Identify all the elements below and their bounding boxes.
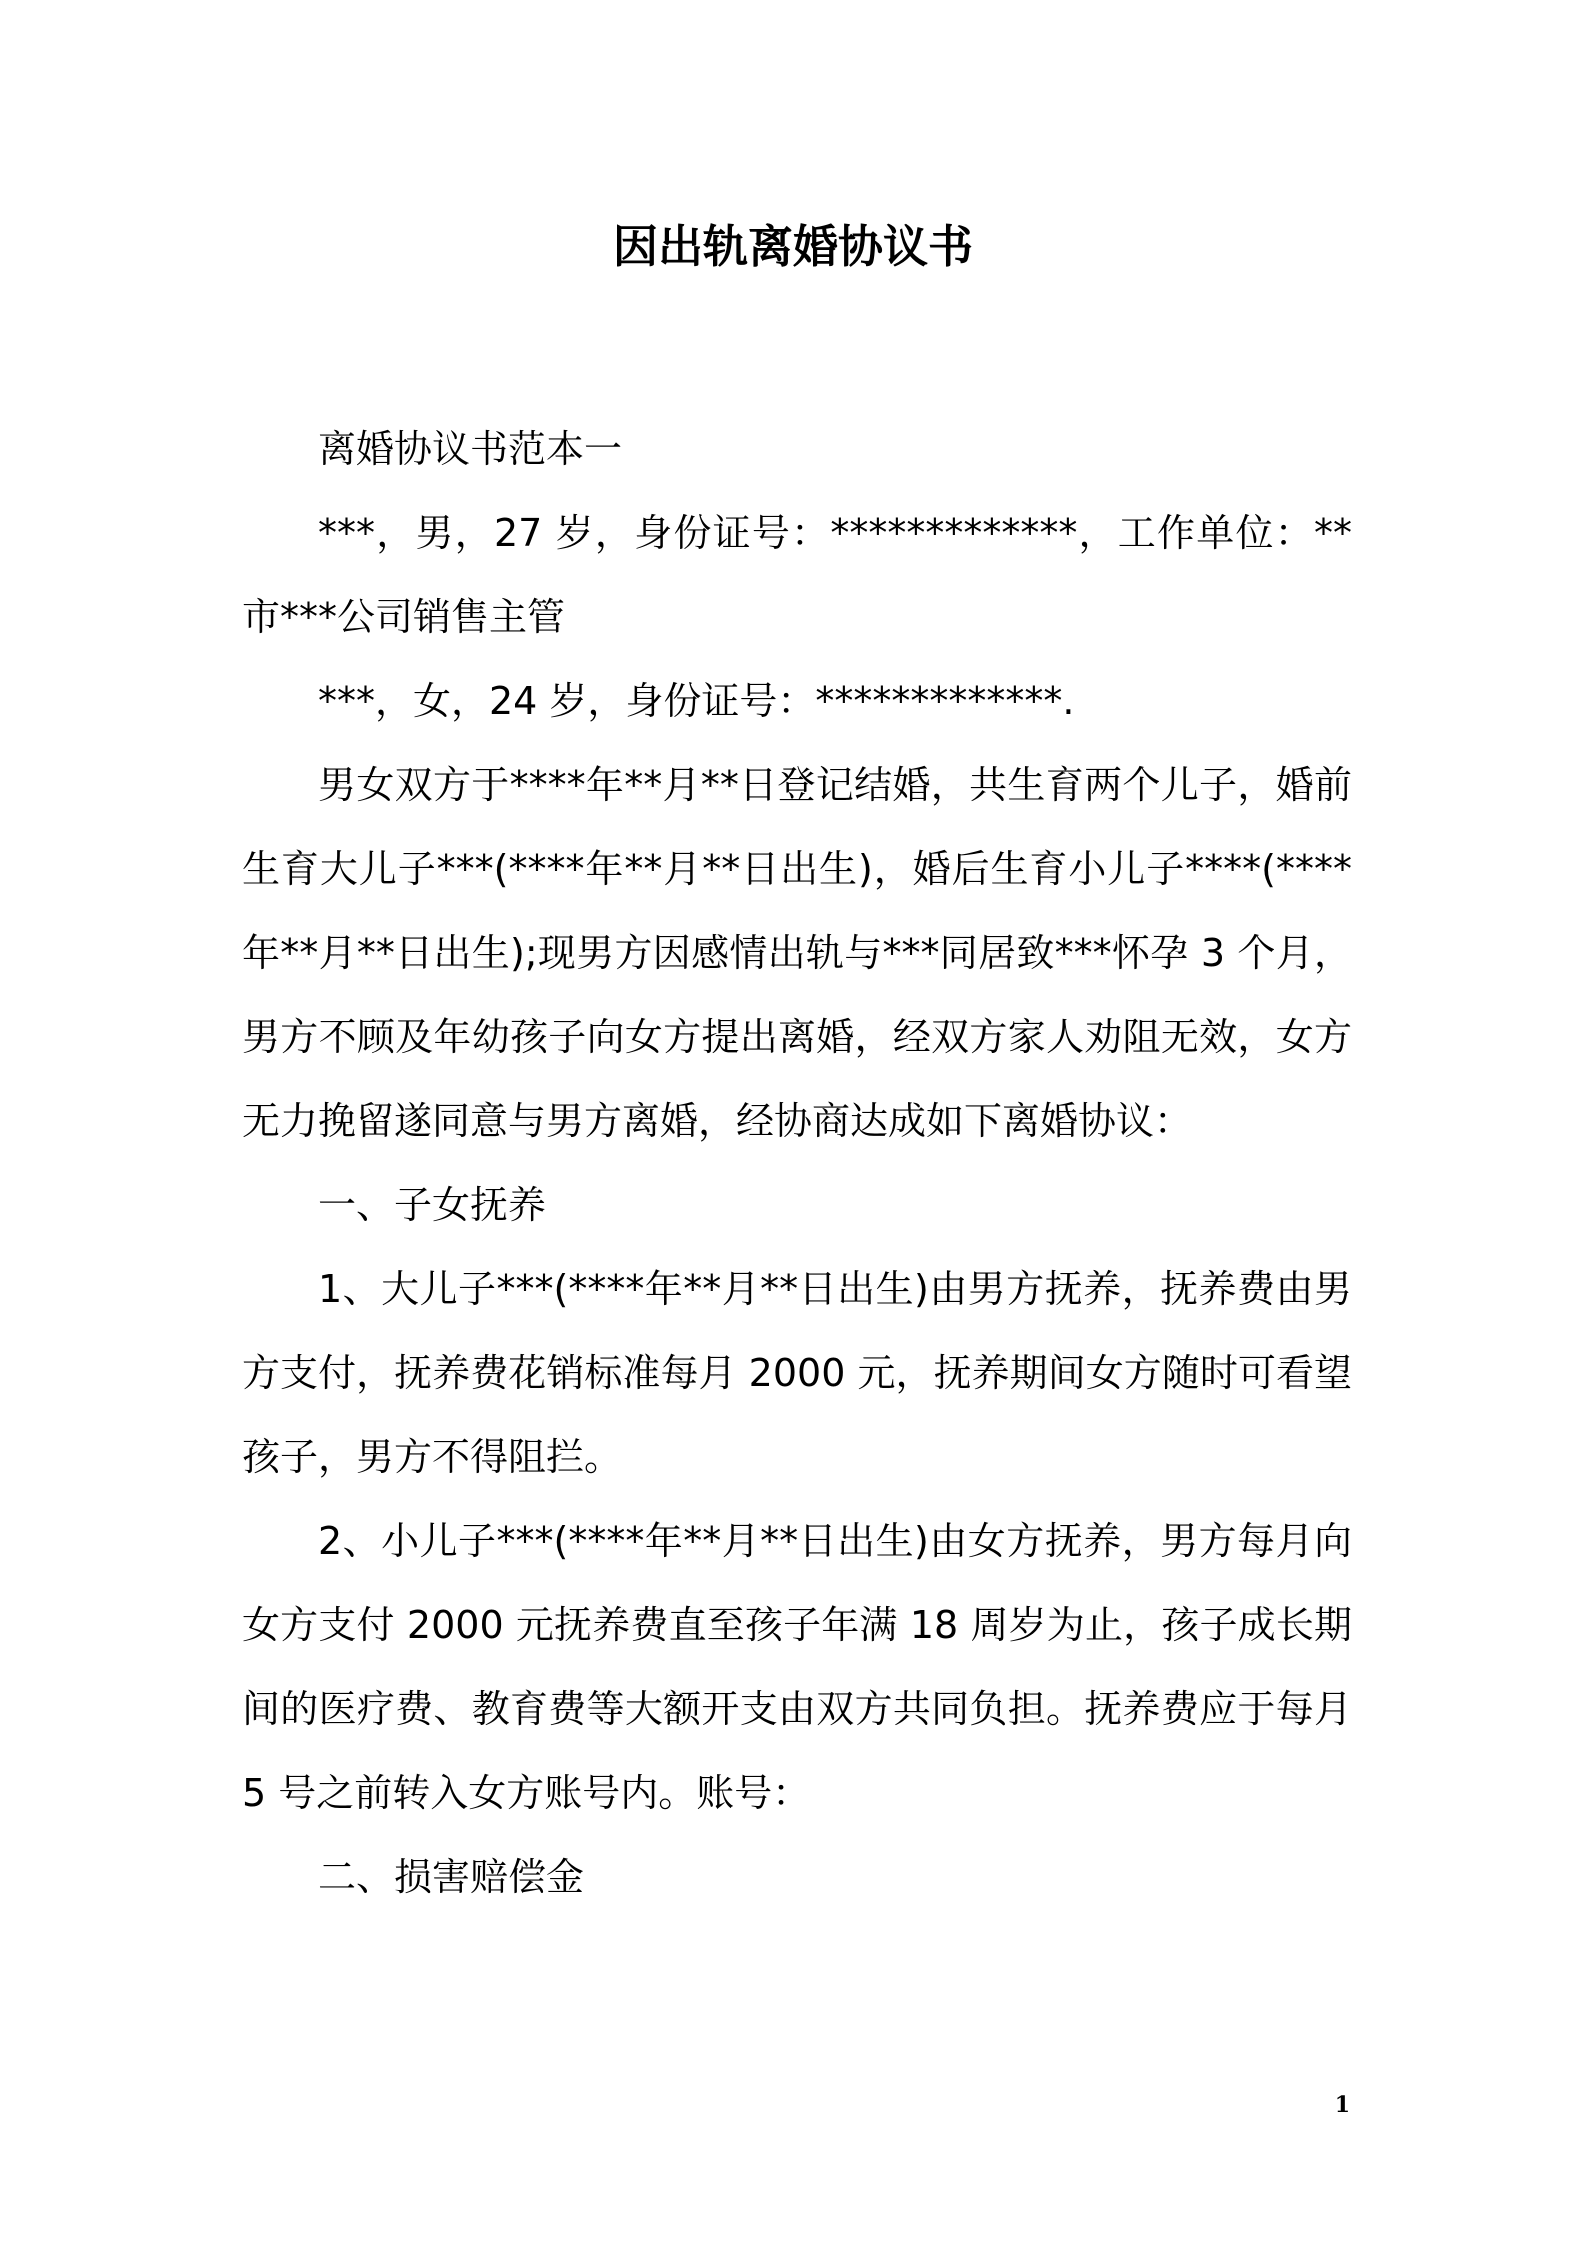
paragraph-younger-son-custody: 2、小儿子***(****年**月**日出生)由女方抚养，男方每月向女方支付 2000 元抚养费直至孩子年满 18 周岁为止，孩子成长期间的医疗费、教育费等大额开支由双方共同负担。抚养费应于每月 5 号之前转入女方账号内。账号： [242,1519,1352,1815]
paragraph-female-party: ***，女，24 岁，身份证号：*************. [318,679,1075,723]
document-body [242,407,1352,1919]
section-heading-damages: 二、损害赔偿金 [318,1855,585,1899]
section-heading-child-custody: 一、子女抚养 [318,1183,547,1227]
paragraph-marriage-background: 男女双方于****年**月**日登记结婚，共生育两个儿子，婚前生育大儿子***(****年**月**日出生)，婚后生育小儿子****(****年**月**日出生);现男方因感情出轨与***同居致***怀孕 3 个月，男方不顾及年幼孩子向女方提出离婚，经双方家人劝阻无效，女方无力挽留遂同意与男方离婚，经协商达成如下离婚协议： [242,763,1352,1143]
document-title: 因出轨离婚协议书 [612,220,973,273]
page-number: 1 [1334,2092,1350,2118]
paragraph-male-party: ***，男，27 岁，身份证号：*************，工作单位：**市***公司销售主管 [242,511,1352,639]
paragraph-elder-son-custody: 1、大儿子***(****年**月**日出生)由男方抚养，抚养费由男方支付，抚养费花销标准每月 2000 元，抚养期间女方随时可看望孩子，男方不得阻拦。 [242,1267,1352,1479]
paragraph-sample-heading: 离婚协议书范本一 [318,427,623,471]
